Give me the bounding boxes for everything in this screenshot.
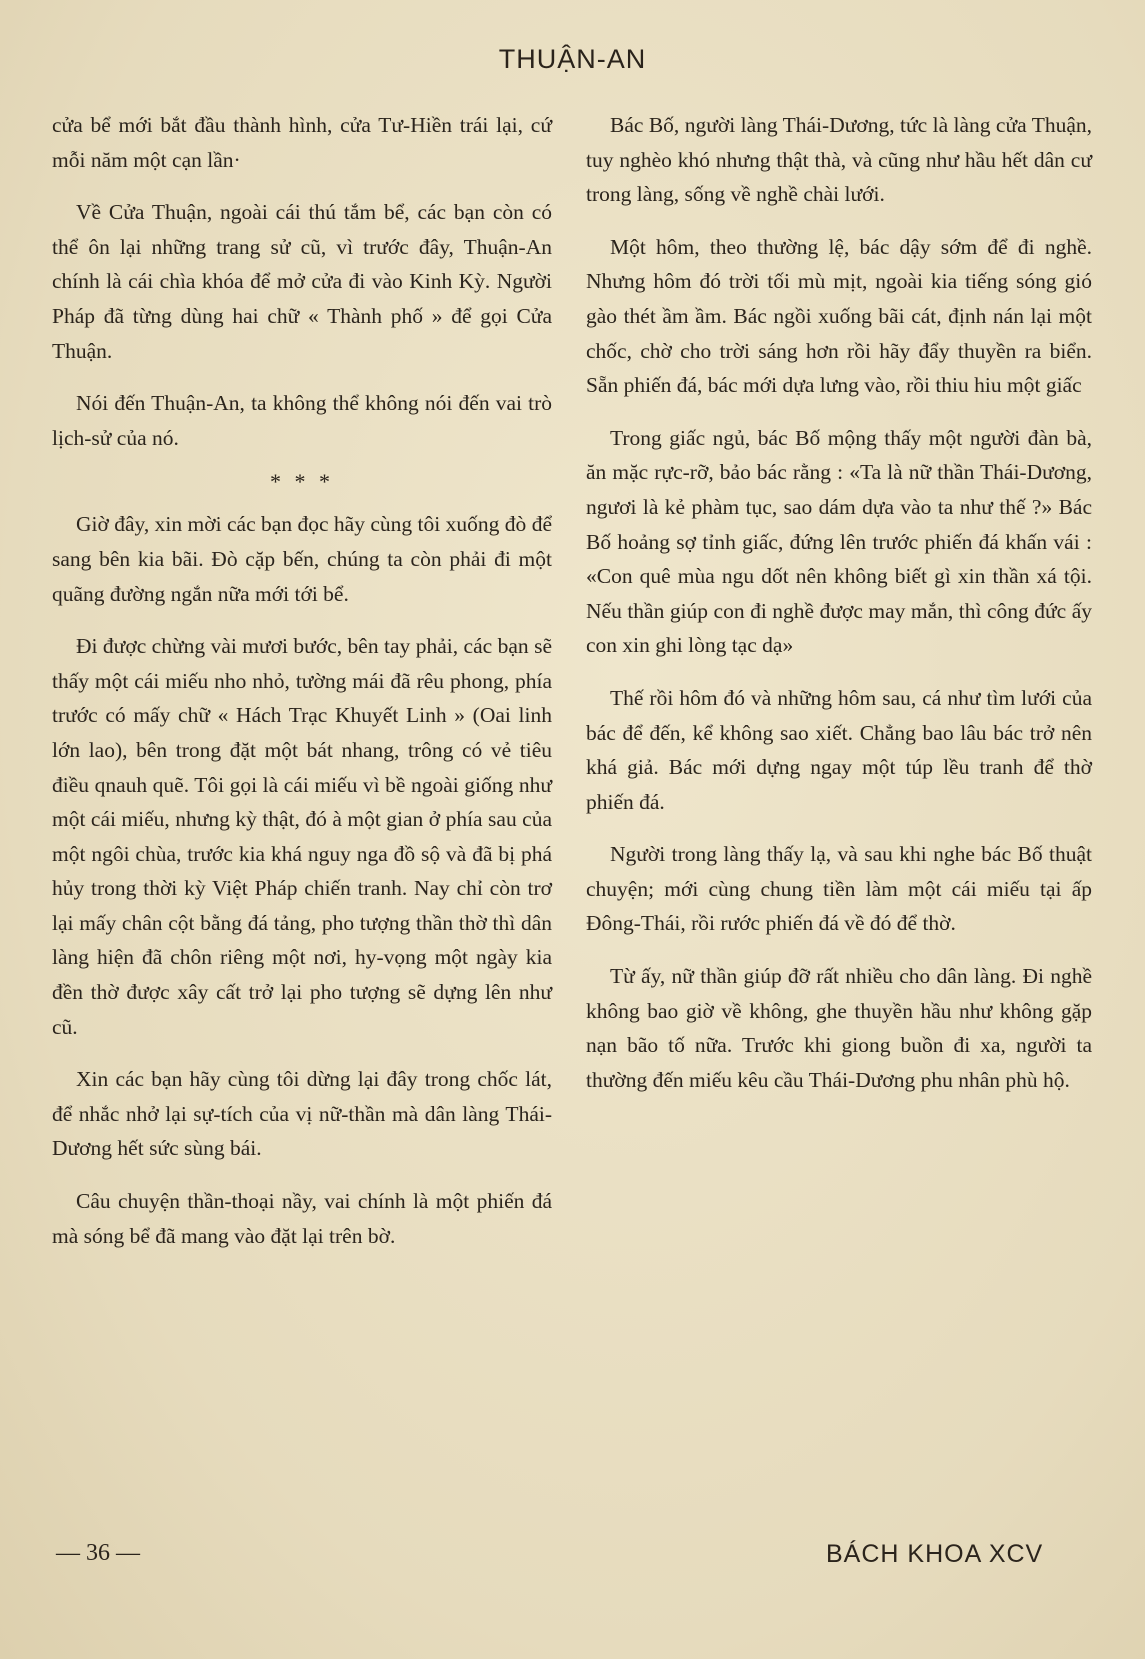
paragraph: Người trong làng thấy lạ, và sau khi nghe bác Bố thuật chuyện; mới cùng chung tiền làm một cái miếu tại ấp Đông-Thái, rồi rước phiến đá về đó để thờ. <box>586 842 1092 936</box>
paragraph: Bác Bố, người làng Thái-Dương, tức là làng cửa Thuận, tuy nghèo khó nhưng thật thà, và cũng như hầu hết dân cư trong làng, sống về nghề chài lưới. <box>586 113 1092 207</box>
paragraph: Câu chuyện thần-thoại nầy, vai chính là một phiến đá mà sóng bể đã mang vào đặt lại trên bờ. <box>52 1189 552 1248</box>
paragraph: Một hôm, theo thường lệ, bác dậy sớm để đi nghề. Nhưng hôm đó trời tối mù mịt, ngoài kia tiếng sóng gió gào thét ầm ầm. Bác ngồi xuống bãi cát, định nán lại một chốc, chờ cho trời sáng hơn rồi hãy đẩy thuyền ra biển. Sẵn phiến đá, bác mới dựa lưng vào, rồi thiu hiu một giấc <box>586 234 1092 398</box>
paragraph: Về Cửa Thuận, ngoài cái thú tắm bể, các bạn còn có thể ôn lại những trang sử cũ, vì trước đây, Thuận-An chính là cái chìa khóa để mở cửa đi vào Kinh Kỳ. Người Pháp đã từng dùng hai chữ « Thành phố » để gọi Cửa Thuận. <box>52 200 552 363</box>
paragraph: Giờ đây, xin mời các bạn đọc hãy cùng tôi xuống đò để sang bên kia bãi. Đò cặp bến, chúng ta còn phải đi một quãng đường ngắn nữa mới tới bể. <box>52 512 552 606</box>
left-column <box>52 108 552 1271</box>
right-column <box>586 108 1092 1115</box>
paragraph: Nói đến Thuận-An, ta không thể không nói đến vai trò lịch-sử của nó. <box>52 391 552 450</box>
paragraph: Từ ấy, nữ thần giúp đỡ rất nhiều cho dân làng. Đi nghề không bao giờ về không, ghe thuyền hầu như không gặp nạn bão tố nữa. Trước khi giong buồn đi xa, người ta thường đến miếu kêu cầu Thái-Dương phu nhân phù hộ. <box>586 964 1092 1092</box>
paragraph: Trong giấc ngủ, bác Bố mộng thấy một người đàn bà, ăn mặc rực-rỡ, bảo bác rằng : «Ta là nữ thần Thái-Dương, ngươi là kẻ phàm tục, sao dám dựa vào ta như thế ?» Bác Bố hoảng sợ tỉnh giấc, đứng lên trước phiến đá khấn vái : «Con quê mùa ngu dốt nên không biết gì xin thần xá tội. Nếu thần giúp con đi nghề được may mắn, thì công đức ấy con xin ghi lòng tạc dạ» <box>586 425 1092 658</box>
section-separator: * * * <box>270 469 334 495</box>
page-number: — 36 — <box>56 1540 140 1566</box>
page-title: THUẬN-AN <box>498 44 647 74</box>
magazine-name: BÁCH KHOA XCV <box>826 1540 1044 1568</box>
paragraph: Đi được chừng vài mươi bước, bên tay phải, các bạn sẽ thấy một cái miếu nho nhỏ, tường mái đã rêu phong, phía trước có mấy chữ « Hách Trạc Khuyết Linh » (Oai linh lớn lao), bên trong đặt một bát nhang, trông có vẻ tiêu điều qnauh quẽ. Tôi gọi là cái miếu vì bề ngoài giống như một cái miếu, nhưng kỳ thật, đó à một gian ở phía sau của một ngôi chùa, trước kia khá nguy nga đồ sộ và đã bị phá hủy trong thời kỳ Việt Pháp chiến tranh. Nay chỉ còn trơ lại mấy chân cột bằng đá tảng, pho tượng thần thờ thì dân làng hiện đã chôn riêng một nơi, hy-vọng một ngày kia đền thờ được xây cất trở lại pho tượng sẽ dựng lên như cũ. <box>52 634 552 1039</box>
paragraph: cửa bể mới bắt đầu thành hình, cửa Tư-Hiền trái lại, cứ mỗi năm một cạn lần· <box>52 113 552 172</box>
paragraph: Xin các bạn hãy cùng tôi dừng lại đây trong chốc lát, để nhắc nhở lại sự-tích của vị nữ-thần mà dân làng Thái-Dương hết sức sùng bái. <box>52 1067 552 1161</box>
paragraph: Thế rồi hôm đó và những hôm sau, cá như tìm lưới của bác để đến, kể không sao xiết. Chẳng bao lâu bác trở nên khá giả. Bác mới dựng ngay một túp lều tranh để thờ phiến đá. <box>586 685 1092 814</box>
